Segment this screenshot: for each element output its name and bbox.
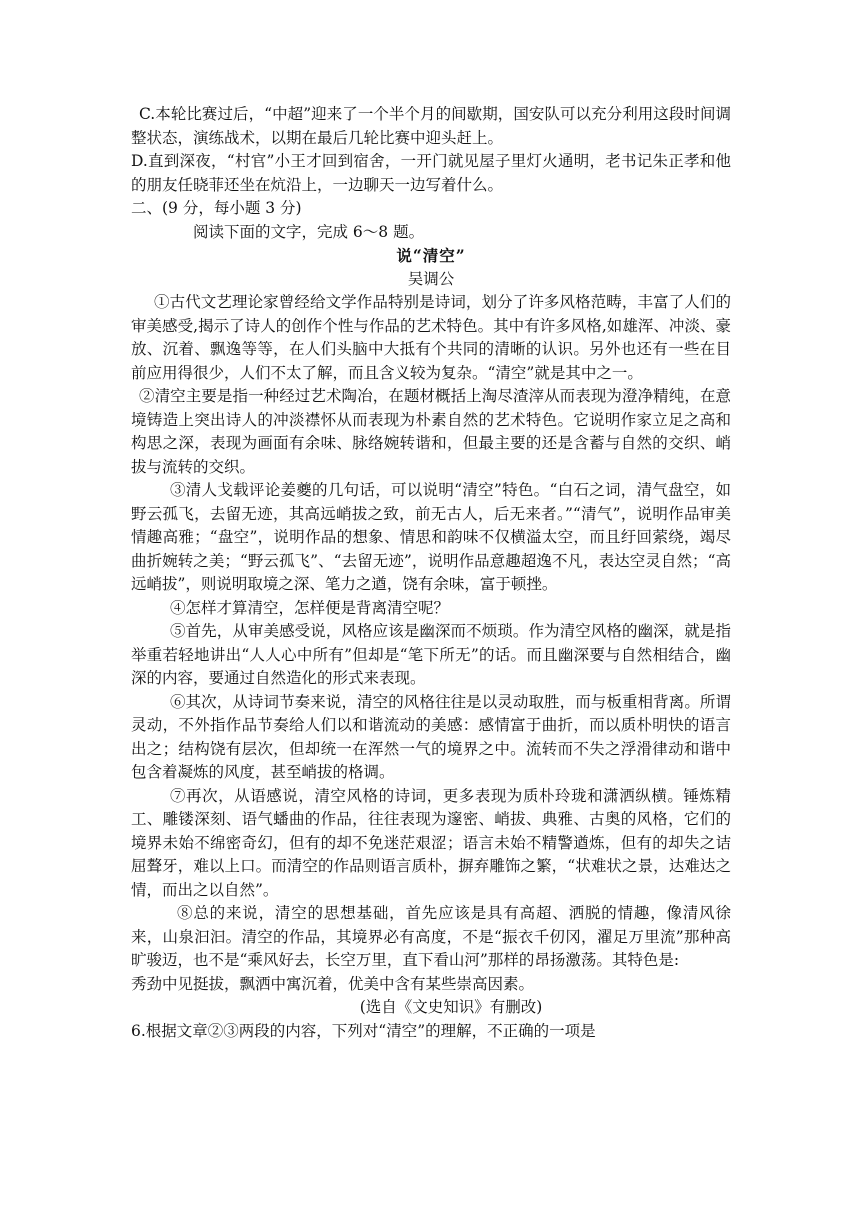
section-instruction: 阅读下面的文字，完成 6～8 题。	[193, 222, 425, 241]
section-heading: 二、(9 分，每小题 3 分)	[131, 199, 302, 217]
article-title: 说“清空”	[396, 246, 466, 265]
option-c: C.本轮比赛过后，“中超”迎来了一个半个月的间歇期，国安队可以充分利用这段时间调整状态，演练战术，以期在最后几轮比赛中迎头赶上。	[131, 105, 731, 147]
article-author: 吴调公	[407, 269, 455, 288]
paragraph-8: ⑧总的来说，清空的思想基础，首先应该是具有高超、洒脱的情趣，像清风徐来，山泉汩汩。清空的作品，其境界必有高度，不是“振衣千仞冈，濯足万里流”那种高旷骏迈，也不是“乘风好去，长空万里，直下看山河”那样的昂扬激荡。其特色是:	[131, 904, 731, 969]
paragraph-5: ⑤首先，从审美感受说，风格应该是幽深而不烦琐。作为清空风格的幽深，就是指举重若轻地讲出“人人心中所有”但却是“笔下所无”的话。而且幽深要与自然相结合，幽深的内容，要通过自然造化的形式来表现。	[131, 622, 731, 687]
article-source: (选自《文史知识》有删改)	[359, 998, 543, 1016]
question-6: 6.根据文章②③两段的内容，下列对“清空”的理解，不正确的一项是	[131, 1021, 596, 1040]
option-d: D.直到深夜，“村官”小王才回到宿舍，一开门就见屋子里灯火通明，老书记朱正孝和他的朋友任晓菲还坐在炕沿上，一边聊天一边写着什么。	[131, 152, 731, 194]
paragraph-closing: 秀劲中见挺拔，飘洒中寓沉着，优美中含有某些崇高因素。	[131, 974, 535, 993]
paragraph-2: ②清空主要是指一种经过艺术陶冶，在题材概括上淘尽渣滓从而表现为澄净精纯，在意境铸造上突出诗人的冲淡襟怀从而表现为朴素自然的艺术特色。它说明作家立足之高和构思之深，表现为画面有余味、脉络婉转谐和，但最主要的还是含蓄与自然的交织、峭拔与流转的交织。	[131, 387, 731, 476]
document-page	[131, 103, 731, 1043]
paragraph-7: ⑦再次，从语感说，清空风格的诗词，更多表现为质朴玲珑和潇洒纵横。锤炼精工、雕镂深刻、语气蟠曲的作品，往往表现为邃密、峭拔、典雅、古奥的风格，它们的境界未始不绵密奇幻，但有的却不免迷茫艰涩；语言未始不精警遒炼，但有的却失之诘屈聱牙，难以上口。而清空的作品则语言质朴，摒弃雕饰之繁，“状难状之景，达难达之情，而出之以自然”。	[131, 786, 731, 899]
paragraph-3: ③清人戈载评论姜夔的几句话，可以说明“清空”特色。“白石之词，清气盘空，如野云孤飞，去留无迹，其高远峭拔之致，前无古人，后无来者。”“清气”，说明作品审美情趣高雅；“盘空”，说明作品的想象、情思和韵味不仅横溢太空，而且纡回萦绕，竭尽曲折婉转之美；“野云孤飞”、“去留无迹”，说明作品意趣超逸不凡，表达空灵自然；“高远峭拔”，则说明取境之深、笔力之遒，饶有余味，富于顿挫。	[131, 481, 731, 593]
paragraph-4: ④怎样才算清空，怎样便是背离清空呢？	[170, 598, 450, 617]
paragraph-6: ⑥其次，从诗词节奏来说，清空的风格往往是以灵动取胜，而与板重相背离。所谓灵动，不外指作品节奏给人们以和谐流动的美感：感情富于曲折，而以质朴明快的语言出之；结构饶有层次，但却统一在浑然一气的境界之中。流转而不失之浮滑律动和谐中包含着凝炼的风度，甚至峭拔的格调。	[131, 692, 731, 781]
paragraph-1: ①古代文艺理论家曾经给文学作品特别是诗词，划分了许多风格范畴，丰富了人们的审美感受,揭示了诗人的创作个性与作品的艺术特色。其中有许多风格,如雄浑、冲淡、豪放、沉着、飘逸等等，在人们头脑中大抵有个共同的清晰的认识。另外也还有一些在目前应用得很少，人们不太了解，而且含义较为复杂。“清空”就是其中之一。	[131, 293, 731, 382]
